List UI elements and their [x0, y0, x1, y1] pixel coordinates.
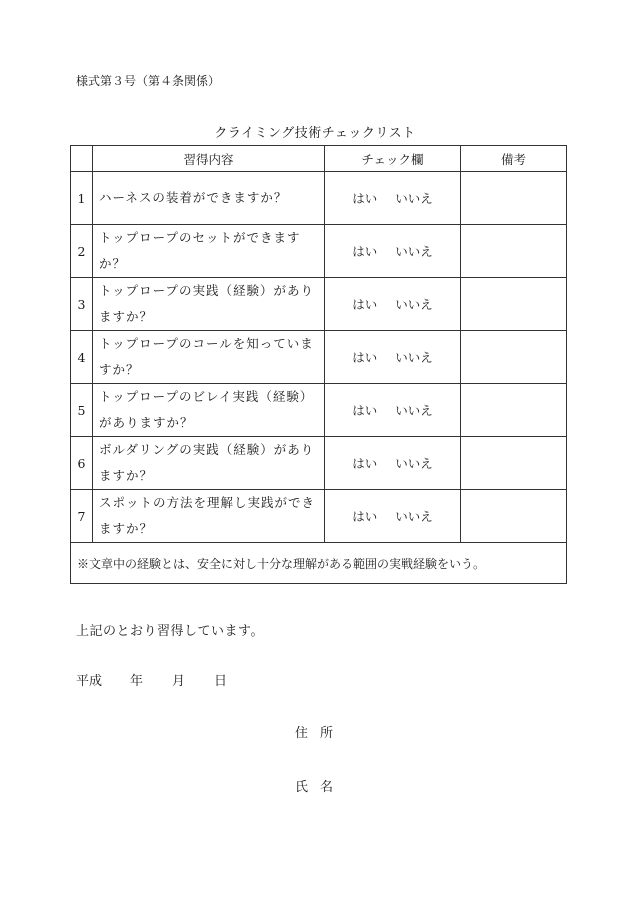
- table-row: [71, 490, 567, 543]
- yes-option[interactable]: はい: [352, 456, 378, 471]
- name-label-1: 氏: [295, 780, 309, 795]
- row-number: 7: [71, 490, 93, 543]
- row-content: ボルダリングの実践（経験）がありますか？: [93, 437, 325, 490]
- row-number: 4: [71, 331, 93, 384]
- row-content: スポットの方法を理解し実践ができますか？: [93, 490, 325, 543]
- date-line[interactable]: [76, 670, 227, 689]
- checklist-title: クライミング技術チェックリスト: [214, 126, 416, 141]
- no-option[interactable]: いいえ: [395, 297, 433, 312]
- yes-option[interactable]: はい: [352, 509, 378, 524]
- address-label-2: 所: [320, 726, 334, 741]
- yes-option[interactable]: はい: [352, 244, 378, 259]
- no-option[interactable]: いいえ: [395, 244, 433, 259]
- check-cell: [325, 225, 461, 278]
- yes-option[interactable]: はい: [352, 403, 378, 418]
- notes-cell[interactable]: [461, 437, 567, 490]
- check-cell: [325, 384, 461, 437]
- date-day: 日: [214, 674, 228, 689]
- notes-cell[interactable]: [461, 278, 567, 331]
- check-cell: [325, 331, 461, 384]
- header-notes: 備考: [461, 146, 567, 172]
- footnote: ※文章中の経験とは、安全に対し十分な理解がある範囲の実戦経験をいう。: [71, 543, 567, 584]
- date-era: 平成: [76, 674, 103, 689]
- check-cell: [325, 490, 461, 543]
- row-number: 5: [71, 384, 93, 437]
- row-number: 2: [71, 225, 93, 278]
- table-row: [71, 331, 567, 384]
- notes-cell[interactable]: [461, 384, 567, 437]
- table-row: [71, 172, 567, 225]
- form-number: 様式第３号（第４条関係）: [76, 74, 221, 88]
- no-option[interactable]: いいえ: [395, 456, 433, 471]
- yes-option[interactable]: はい: [352, 297, 378, 312]
- table-row: [71, 278, 567, 331]
- row-content: トップロープのセットができますか？: [93, 225, 325, 278]
- check-cell: [325, 278, 461, 331]
- notes-cell[interactable]: [461, 172, 567, 225]
- notes-cell[interactable]: [461, 225, 567, 278]
- row-number: 3: [71, 278, 93, 331]
- table-row: [71, 437, 567, 490]
- footnote-row: [71, 543, 567, 584]
- header-check: チェック欄: [325, 146, 461, 172]
- checklist-table: [70, 145, 567, 584]
- check-cell: [325, 437, 461, 490]
- no-option[interactable]: いいえ: [395, 509, 433, 524]
- statement: 上記のとおり習得しています。: [76, 624, 264, 639]
- date-year: 年: [130, 674, 144, 689]
- row-content: トップロープの実践（経験）がありますか？: [93, 278, 325, 331]
- name-label-2: 名: [320, 780, 334, 795]
- row-content: トップロープのビレイ実践（経験）がありますか？: [93, 384, 325, 437]
- table-row: [71, 225, 567, 278]
- yes-option[interactable]: はい: [352, 191, 378, 206]
- address-field[interactable]: [295, 722, 333, 741]
- check-cell: [325, 172, 461, 225]
- notes-cell[interactable]: [461, 331, 567, 384]
- date-month: 月: [172, 674, 186, 689]
- header-row: [71, 146, 567, 172]
- row-number: 6: [71, 437, 93, 490]
- address-label-1: 住: [295, 726, 309, 741]
- row-number: 1: [71, 172, 93, 225]
- yes-option[interactable]: はい: [352, 350, 378, 365]
- no-option[interactable]: いいえ: [395, 403, 433, 418]
- name-field[interactable]: [295, 776, 333, 795]
- row-content: ハーネスの装着ができますか？: [93, 172, 325, 225]
- header-num: [71, 146, 93, 172]
- notes-cell[interactable]: [461, 490, 567, 543]
- no-option[interactable]: いいえ: [395, 350, 433, 365]
- row-content: トップロープのコールを知っていますか？: [93, 331, 325, 384]
- header-content: 習得内容: [93, 146, 325, 172]
- table-row: [71, 384, 567, 437]
- no-option[interactable]: いいえ: [395, 191, 433, 206]
